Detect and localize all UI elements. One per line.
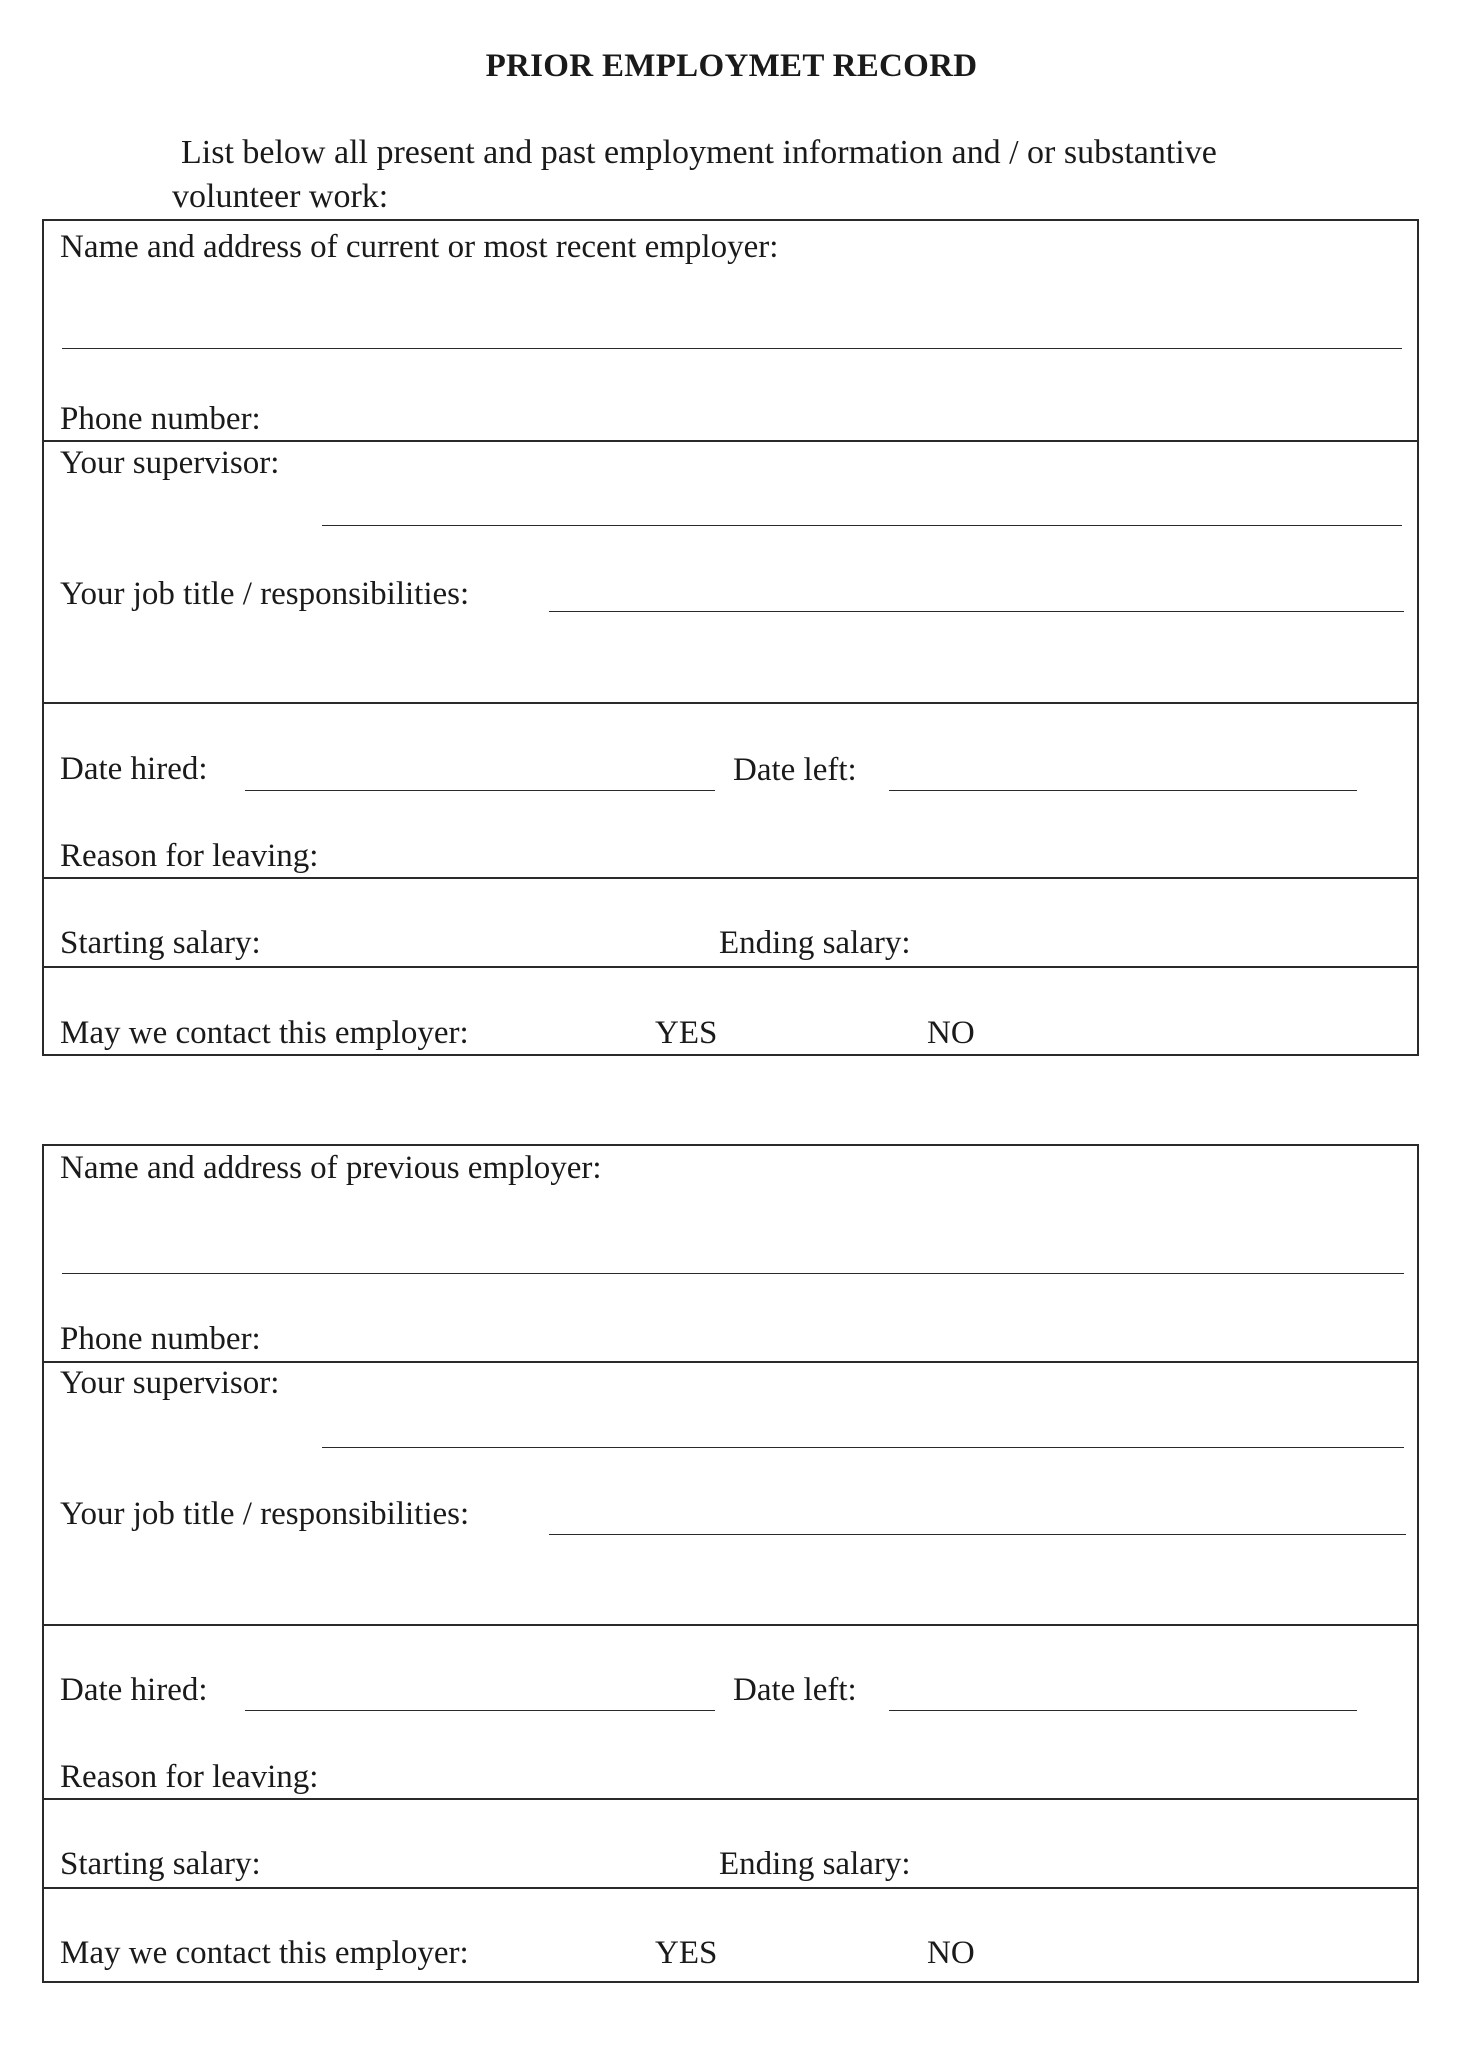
starting-salary-label: Starting salary:	[60, 1846, 261, 1882]
date-left-line[interactable]	[889, 790, 1357, 791]
contact-yes-option[interactable]: YES	[655, 1935, 718, 1971]
section-divider	[44, 1361, 1417, 1363]
page-title: PRIOR EMPLOYMET RECORD	[485, 48, 978, 84]
employer-section-current	[42, 219, 1419, 1056]
job-title-label: Your job title / responsibilities:	[60, 1496, 470, 1532]
phone-label: Phone number:	[60, 1321, 261, 1357]
reason-label: Reason for leaving:	[60, 1759, 319, 1795]
contact-no-option[interactable]: NO	[927, 1935, 975, 1971]
section-divider	[44, 1624, 1417, 1626]
supervisor-line[interactable]	[322, 1447, 1404, 1448]
name-address-label: Name and address of previous employer:	[60, 1150, 602, 1186]
contact-label: May we contact this employer:	[60, 1015, 469, 1051]
section-divider	[44, 440, 1417, 442]
reason-label: Reason for leaving:	[60, 838, 319, 874]
ending-salary-label: Ending salary:	[719, 1846, 911, 1882]
name-address-line[interactable]	[62, 1273, 1404, 1274]
contact-label: May we contact this employer:	[60, 1935, 469, 1971]
job-title-line[interactable]	[549, 611, 1404, 612]
intro-line-2: volunteer work:	[172, 178, 389, 215]
intro-line-1: List below all present and past employment information and / or substantive	[181, 134, 1217, 171]
supervisor-label: Your supervisor:	[60, 1365, 280, 1401]
section-divider	[44, 1887, 1417, 1889]
date-left-label: Date left:	[733, 752, 857, 788]
section-divider	[44, 702, 1417, 704]
date-left-label: Date left:	[733, 1672, 857, 1708]
section-divider	[44, 1798, 1417, 1800]
name-address-line[interactable]	[62, 348, 1402, 349]
date-left-line[interactable]	[889, 1710, 1357, 1711]
employer-section-previous	[42, 1144, 1419, 1983]
date-hired-label: Date hired:	[60, 751, 208, 787]
date-hired-line[interactable]	[245, 790, 715, 791]
date-hired-label: Date hired:	[60, 1672, 208, 1708]
supervisor-label: Your supervisor:	[60, 445, 280, 481]
ending-salary-label: Ending salary:	[719, 925, 911, 961]
job-title-label: Your job title / responsibilities:	[60, 576, 470, 612]
contact-yes-option[interactable]: YES	[655, 1015, 718, 1051]
starting-salary-label: Starting salary:	[60, 925, 261, 961]
date-hired-line[interactable]	[245, 1710, 715, 1711]
contact-no-option[interactable]: NO	[927, 1015, 975, 1051]
supervisor-line[interactable]	[322, 525, 1402, 526]
section-divider	[44, 966, 1417, 968]
name-address-label: Name and address of current or most recent employer:	[60, 229, 779, 265]
phone-label: Phone number:	[60, 401, 261, 437]
section-divider	[44, 877, 1417, 879]
job-title-line[interactable]	[549, 1534, 1406, 1535]
